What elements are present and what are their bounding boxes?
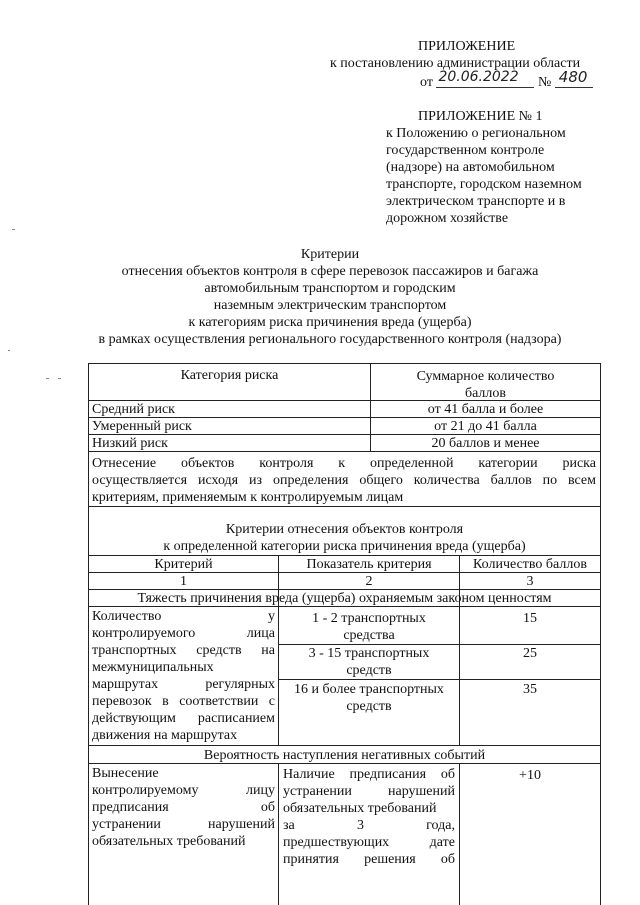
criterion-line: перевозок в соответствии с — [92, 694, 275, 709]
risk-score-cell: от 21 до 41 балла — [434, 419, 537, 434]
criterion-line: устранении нарушений — [92, 817, 275, 832]
regulation-line: дорожном хозяйстве — [386, 211, 509, 226]
risk-score-cell: от 41 балла и более — [427, 402, 544, 417]
section-severity: Тяжесть причинения вреда (ущерба) охраняемым законом ценностям — [137, 591, 552, 606]
column-number: 1 — [180, 574, 187, 589]
criterion-line: маршрутах регулярных — [92, 677, 275, 692]
number-field — [555, 68, 593, 88]
regulation-line: к Положению о региональном — [386, 126, 566, 141]
title-line: в рамках осуществления регионального государственного контроля (надзора) — [98, 332, 562, 347]
regulation-reference — [386, 125, 582, 227]
column-header-risk-category: Категория риска — [180, 368, 279, 383]
indicator-cell — [279, 681, 459, 715]
indicator-line: за 3 года, — [283, 818, 455, 833]
points-cell: +10 — [519, 768, 541, 783]
criterion-line: движения на маршрутах — [92, 728, 238, 743]
column-number: 3 — [526, 574, 534, 589]
scan-speck — [8, 350, 10, 351]
regulation-line: транспорте, городском наземном — [386, 177, 582, 192]
column-header-indicator: Показатель критерия — [306, 557, 432, 572]
indicator-line: обязательных требований — [283, 801, 437, 816]
regulation-line: электрическом транспорте и в — [386, 194, 566, 209]
criterion-line: транспортных средств на — [92, 643, 275, 658]
risk-category-cell: Низкий риск — [92, 436, 168, 451]
scan-speck — [46, 378, 49, 379]
scan-speck — [58, 378, 61, 379]
header-line: Суммарное количество — [416, 369, 555, 384]
indicator-line: 1 - 2 транспортных — [312, 611, 426, 626]
title-line: отнесения объектов контроля в сфере перевозок пассажиров и багажа — [121, 264, 539, 279]
indicator-line: принятия решения об — [283, 852, 455, 867]
title-line: к категориям риска причинения вреда (ущерба) — [188, 315, 472, 330]
appendix-number: ПРИЛОЖЕНИЕ № 1 — [418, 109, 543, 124]
indicator-line: 16 и более транспортных — [294, 682, 444, 697]
title-line: наземным электрическим транспортом — [213, 298, 447, 313]
column-number: 2 — [365, 574, 373, 589]
points-cell: 25 — [523, 646, 537, 661]
risk-score-cell: 20 баллов и менее — [431, 436, 540, 451]
criterion-vehicle-count — [92, 608, 275, 744]
criterion-line: контролируемого лица — [92, 626, 275, 641]
note-line: осуществляется исходя из определения общего количества баллов по всем — [92, 473, 596, 488]
handwritten-number: 480 — [558, 68, 588, 86]
indicator-line: средства — [343, 628, 395, 643]
points-cell: 15 — [523, 611, 537, 626]
decree-date-line — [420, 68, 593, 91]
scan-speck — [12, 229, 15, 230]
section-probability: Вероятность наступления негативных событий — [203, 748, 486, 763]
criterion-line: Количество у — [92, 609, 275, 624]
indicator-cell — [279, 645, 459, 679]
date-field — [436, 69, 534, 88]
column-header-points: Количество баллов — [473, 557, 587, 572]
title-word: Критерии — [300, 247, 360, 262]
criteria-title — [89, 521, 600, 555]
criterion-line: Вынесение — [92, 766, 159, 781]
title-line: автомобильным транспортом и городским — [204, 281, 456, 296]
criterion-line: контролируемому лицу — [92, 783, 275, 798]
from-prefix: от — [420, 75, 433, 90]
appendix-title: ПРИЛОЖЕНИЕ — [418, 39, 516, 54]
indicator-line: 3 - 15 транспортных — [308, 646, 430, 661]
risk-note — [92, 455, 596, 506]
regulation-line: (надзоре) на автомобильном — [386, 160, 555, 175]
number-sign: № — [537, 75, 552, 90]
criterion-line: предписания об — [92, 800, 275, 815]
indicator-line: устранении нарушений — [283, 784, 455, 799]
indicator-line: предшествующих дате — [283, 835, 455, 850]
note-line: Отнесение объектов контроля к определенной категории риска — [92, 456, 596, 471]
indicator-line: средств — [346, 663, 392, 678]
criterion-line: межмуниципальных — [92, 660, 214, 675]
criterion-prescription — [92, 765, 275, 850]
column-header-criterion: Критерий — [154, 557, 213, 572]
indicator-cell — [279, 610, 459, 644]
header-line: баллов — [464, 386, 507, 401]
criterion-line: обязательных требований — [92, 834, 246, 849]
criteria-title-line: Критерии отнесения объектов контроля — [225, 522, 464, 537]
criterion-line: действующим расписанием — [92, 711, 275, 726]
indicator-line: средств — [346, 699, 392, 714]
note-line: критериям, применяемым к контролируемым лицам — [92, 490, 404, 505]
document-title — [60, 246, 600, 348]
column-header-total-score — [371, 368, 600, 402]
handwritten-date: 20.06.2022 — [438, 69, 519, 85]
points-cell: 35 — [523, 682, 537, 697]
criteria-title-line: к определенной категории риска причинения вреда (ущерба) — [163, 539, 526, 554]
decree-reference: к постановлению администрации области — [330, 56, 581, 71]
indicator-prescription — [283, 766, 455, 868]
risk-category-cell: Средний риск — [92, 402, 175, 417]
risk-category-cell: Умеренный риск — [92, 419, 192, 434]
regulation-line: государственном контроле — [386, 143, 545, 158]
indicator-line: Наличие предписания об — [283, 767, 455, 782]
